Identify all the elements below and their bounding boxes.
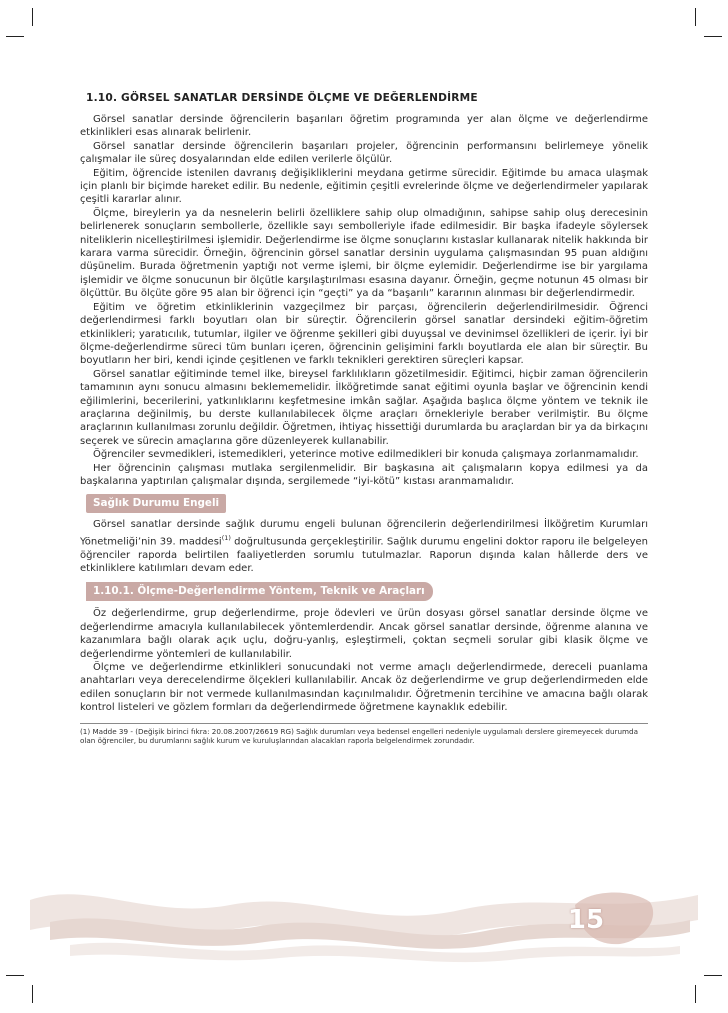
paragraph: Her öğrencinin çalışması mutlaka sergilenmelidir. Bir başkasına ait çalışmaların kopya edilmesi ya da başkalarına yaptırılan çalışmalar dışında, sergilemede “iyi-kötü” kıstası aranmamalıdır. [80, 462, 648, 487]
sub-paragraph: Ölçme ve değerlendirme etkinlikleri sonucundaki not verme amaçlı değerlendirmede, dereceli puanlama anahtarları veya derecelendirme ölçekleri kullanılabilir. Ancak öz değerlendirme ve grup değerlendirmeden elde edilen sonuçların bir not vermede kullanılmasından kaçınılmalıdır. Öğretmenin tercihine ve amacına bağlı olarak kontrol listeleri ve gözlem formları da değerlendirmede öğretmene kaynaklık edebilir. [80, 661, 648, 714]
section-heading: 1.10. GÖRSEL SANATLAR DERSİNDE ÖLÇME VE DEĞERLENDİRME [86, 92, 478, 104]
crop-mark-tl-v [32, 8, 33, 26]
crop-mark-tr-h [704, 36, 722, 37]
paragraph: Ölçme, bireylerin ya da nesnelerin belirli özelliklere sahip olup olmadığının, sahipse sahip oluş derecesinin belirlenerek sonuçların sembollerle, özellikle sayı sembolleriyle ifade edilmesidir. Bir başka ifadeyle söylersek niteliklerin nicelleştirilmesi işlemidir. Değerlendirme ise ölçme sonuçlarını kıstaslar kullanarak nitelik hakkında bir karara varma sürecidir. Örneğin, öğrencinin görsel sanatlar dersinin uygulama çalışmasından 95 puan aldığını düşünelim. Burada öğretmenin yaptığı not verme işlemi, bir ölçme eylemidir. Değerlendirme ise bir yargılama işlemidir ve ölçme sonucunun bir ölçütle karşılaştırılması esasına dayanır. Örneğin, geçme notunun 45 olması bir ölçüttür. Bu ölçüte göre 95 alan bir öğrenci için “geçti” ya da “başarılı” kararının alınması bir değerlendirmedir. [80, 207, 648, 300]
crop-mark-tl-h [6, 36, 24, 37]
health-paragraph [80, 518, 648, 575]
crop-mark-bl-v [32, 985, 33, 1003]
paragraph: Eğitim, öğrencide istenilen davranış değişikliklerini meydana getirme sürecidir. Eğitimde bu amaca ulaşmak için planlı bir biçimde hareket edilir. Bu nedenle, eğitimin çeşitli evrelerinde ölçme ve değerlendirmeler yapılarak çeşitli kararlar alınır. [80, 167, 648, 206]
page-number: 15 [567, 905, 605, 935]
footnote-divider [80, 723, 648, 724]
paragraph: Görsel sanatlar eğitiminde temel ilke, bireysel farklılıkların gözetilmesidir. Eğitimci, hiçbir zaman öğrencilerin tamamının aynı sonucu almasını beklememelidir. İlköğretimde sanat eğitimi oyunla başlar ve öğrencinin kendi eğilimlerini, becerilerini, yatkınlıklarını keşfetmesine imkân sağlar. Aşağıda başlıca ölçme yöntem ve teknik ile araçlarına değinilmiş, bu derste kullanılabilecek ölçme araçları örnekleriyle beraber verilmiştir. Bu ölçme araçlarının kullanılması zorunlu değildir. Öğretmen, ihtiyaç hissettiği durumlarda bu araçlardan bir ya da birkaçını seçerek ve sürecin amaçlarına göre düzenleyerek kullanabilir. [80, 368, 648, 447]
crop-mark-br-v [695, 985, 696, 1003]
footnote: (1) Madde 39 - (Değişik birinci fıkra: 20.08.2007/26619 RG) Sağlık durumları veya bedensel engelleri nedeniyle uygulamalı derslere giremeyecek durumda olan öğrenciler, bu durumlarını sağlık kurum ve kuruluşlarından alacakları raporla belgelendirmek zorundadır. [80, 726, 638, 746]
subsection-tag: 1.10.1. Ölçme-Değerlendirme Yöntem, Teknik ve Araçları [86, 582, 433, 601]
paragraph: Görsel sanatlar dersinde öğrencilerin başarıları öğretim programında yer alan ölçme ve değerlendirme etkinlikleri esas alınarak belirlenir. [80, 114, 648, 139]
health-text-before: Görsel sanatlar dersinde sağlık durumu engeli bulunan öğrencilerin değerlendirilmesi İlköğretim Kurumları Yönetmeliği’nin 39. maddesi [80, 519, 648, 548]
page-content [80, 92, 648, 746]
crop-mark-tr-v [695, 8, 696, 26]
sub-paragraph: Öz değerlendirme, grup değerlendirme, proje ödevleri ve ürün dosyası görsel sanatlar dersinde ölçme ve değerlendirme amacıyla kullanılabilecek yöntemlerdendir. Ancak görsel sanatlar dersinde, öğrenme alanına ve kazanımlara bağlı olarak açık uçlu, doğru-yanlış, eşleştirmeli, çoktan seçmeli sorular gibi klasik ölçme ve değerlendirme yöntemleri de kullanılabilir. [80, 608, 648, 660]
paragraph: Öğrenciler sevmedikleri, istemedikleri, yeterince motive edilmedikleri bir konuda çalışmaya zorlanmamalıdır. [93, 449, 639, 461]
crop-mark-bl-h [6, 975, 24, 976]
footnote-ref: (1) [221, 533, 231, 542]
health-text-after: doğrultusunda gerçekleştirilir. Sağlık durumu engelini doktor raporu ile belgeleyen öğrenciler raporda belirtilen faaliyetlerden sorumlu tutulmazlar. Raporun dışında kalan hâllerde ders ve etkinliklere katılımları devam eder. [80, 536, 648, 574]
paragraph: Eğitim ve öğretim etkinliklerinin vazgeçilmez bir parçası, öğrencilerin değerlendirilmesidir. Öğrenci değerlendirmesi farklı boyutları olan bir süreçtir. Öğrencilerin görsel sanatlar dersindeki eğitim-öğretim etkinlikleri; yaratıcılık, tutumlar, ilgiler ve öğrenme şekilleri gibi duyuşsal ve devinimsel özellikleri de içerir. İyi bir ölçme-değerlendirme süreci tüm bunları içeren, öğrencinin gelişimini farklı boyutlarda ele alan bir süreçtir. Bu boyutların her biri, kendi içinde çeşitlenen ve farklı teknikleri gerektiren süreçleri kapsar. [80, 301, 648, 367]
crop-mark-br-h [704, 975, 722, 976]
health-section-tag: Sağlık Durumu Engeli [86, 494, 226, 513]
paragraph: Görsel sanatlar dersinde öğrencilerin başarıları projeler, öğrencinin performansını belirlemeye yönelik çalışmalar ile süreç dosyalarından elde edilen verilerle ölçülür. [80, 140, 648, 166]
